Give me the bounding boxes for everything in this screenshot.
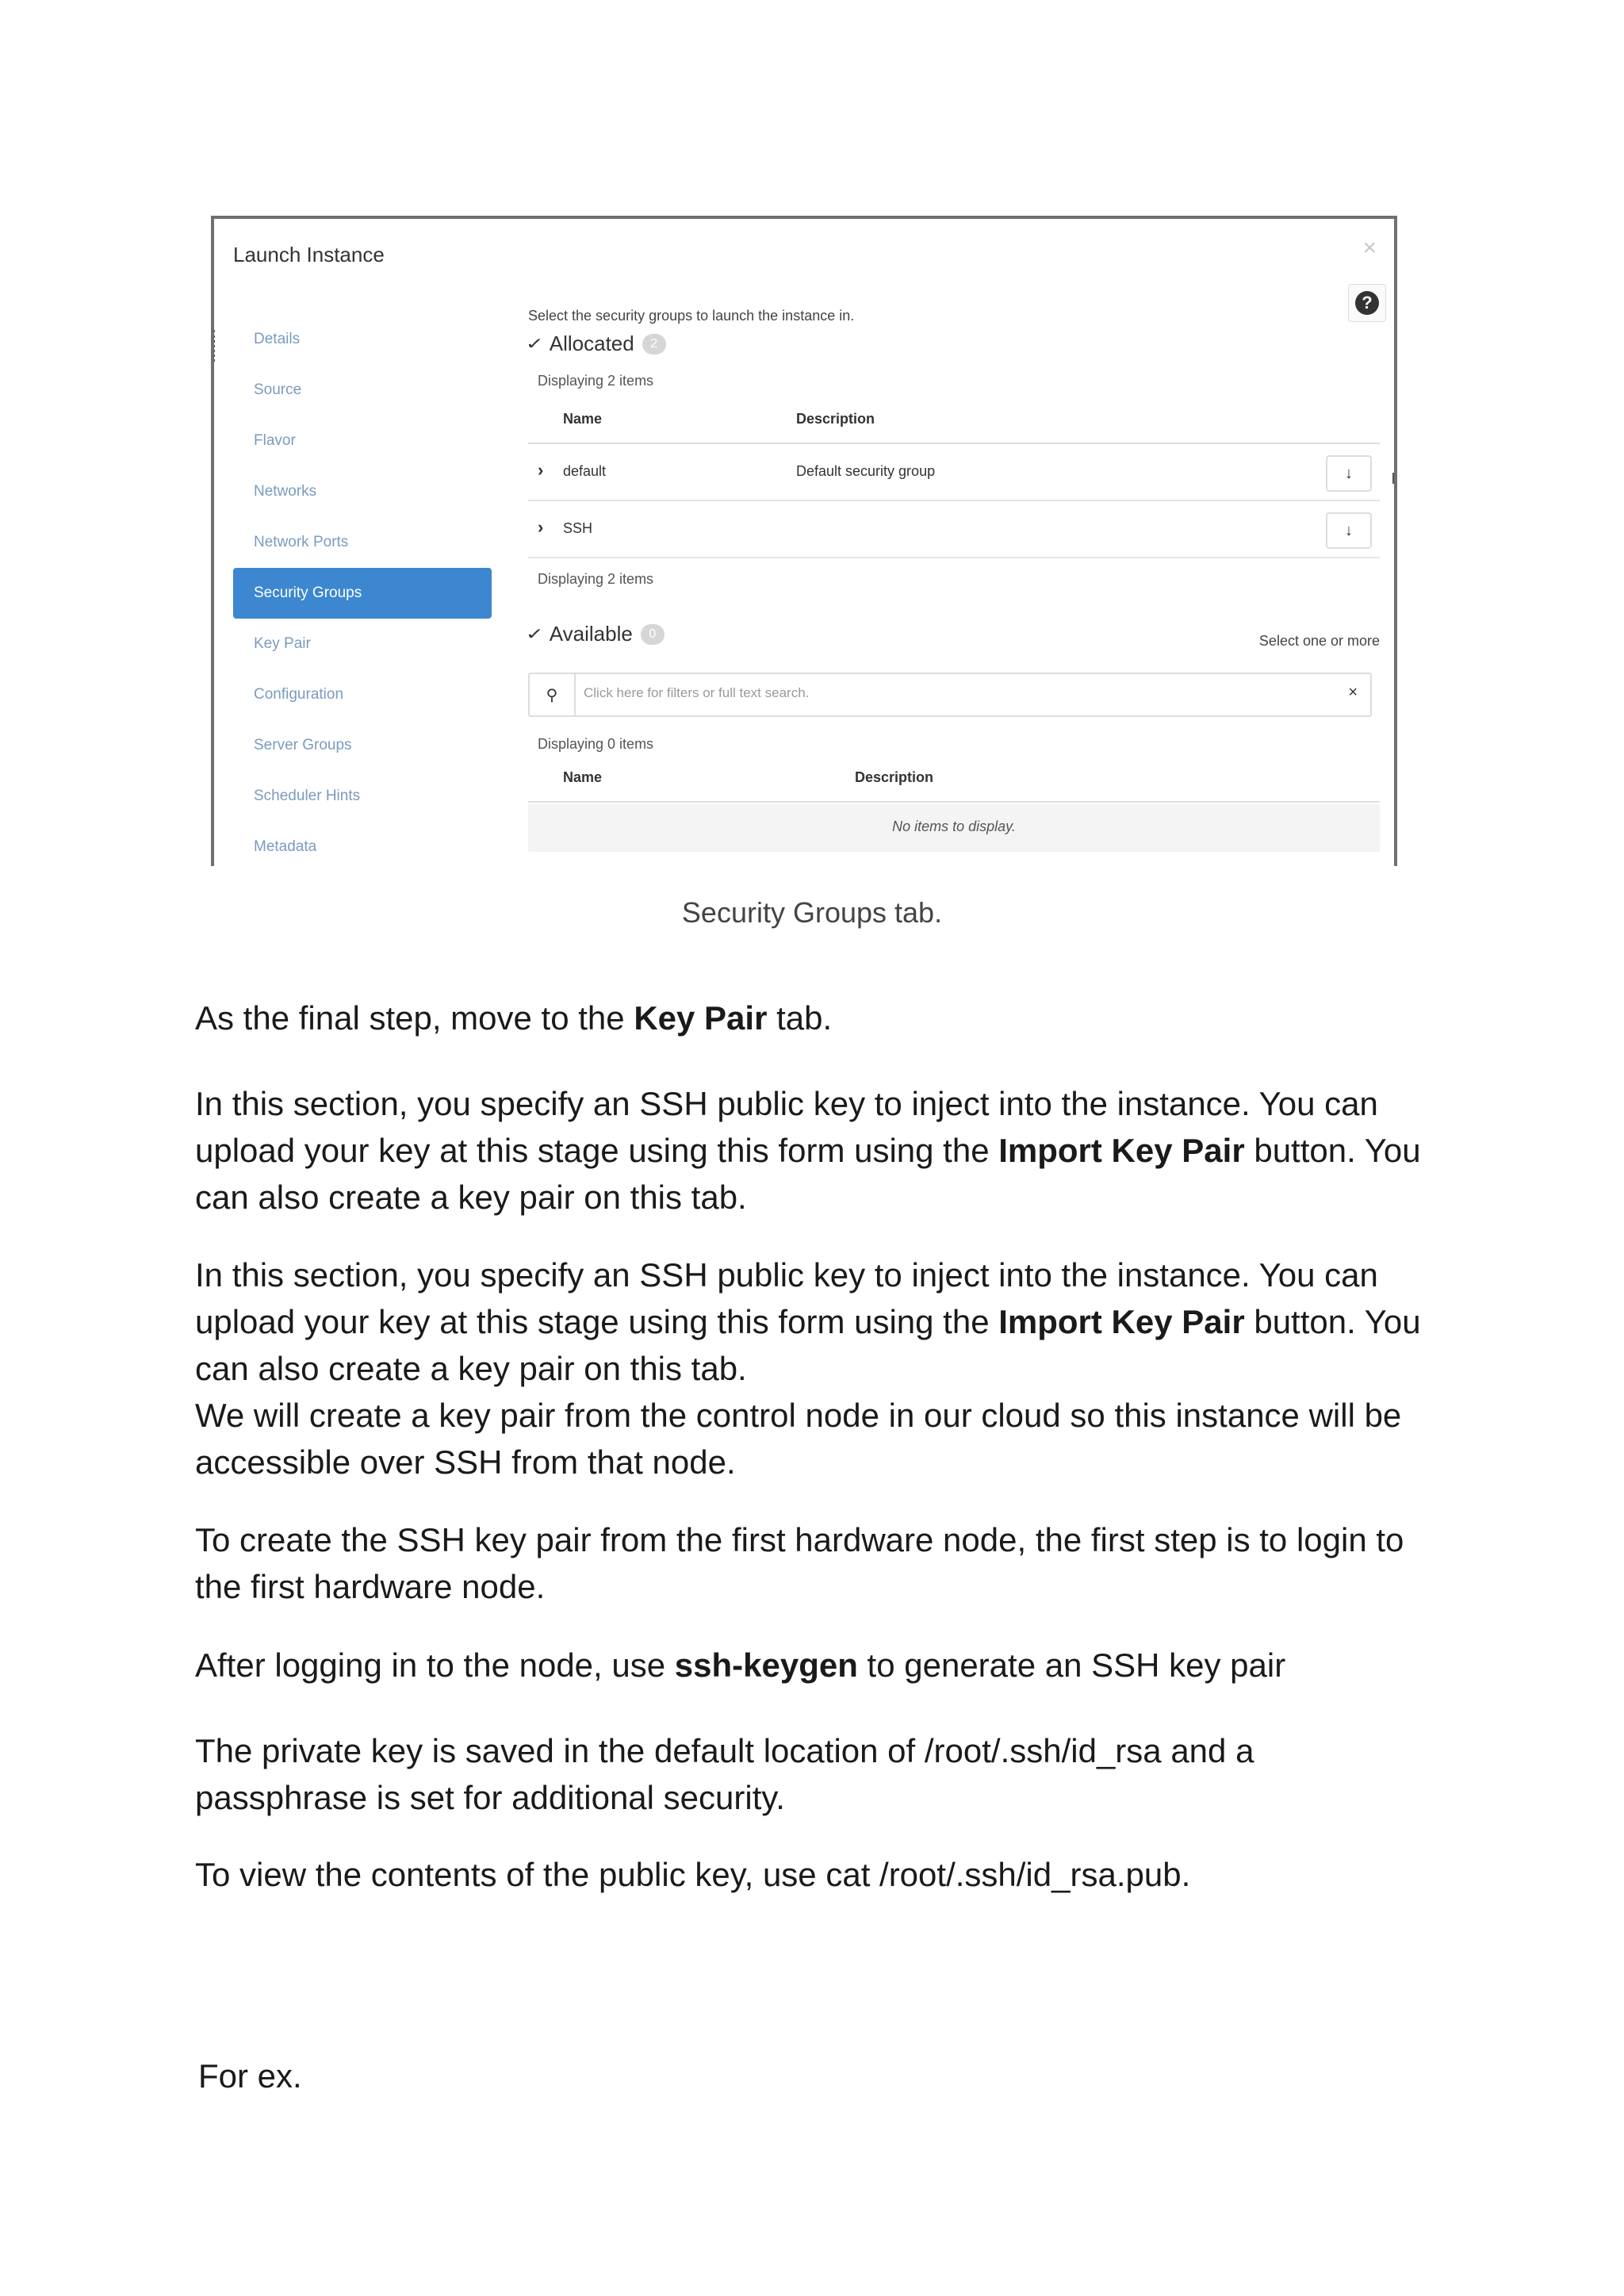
deallocate-button[interactable] [1326, 455, 1372, 492]
allocated-displaying-count: Displaying 2 items [538, 373, 654, 389]
col-name: Name [563, 411, 603, 427]
available-header[interactable] [525, 622, 665, 646]
nav-item-source[interactable]: Source [254, 381, 302, 398]
dialog-title: Launch Instance [233, 243, 385, 266]
paragraph-5 [195, 1642, 1432, 1688]
nav-item-security-groups[interactable]: Security Groups [233, 568, 492, 619]
text: to generate an SSH key pair [857, 1646, 1286, 1684]
paragraph-8: For ex. [198, 2057, 302, 2095]
allocated-table-header [528, 403, 1380, 444]
nav-item-metadata[interactable]: Metadata [254, 838, 317, 855]
text: We will create a key pair from the control node in our cloud so this instance will be accessible over SSH from that node. [195, 1397, 1402, 1481]
nav-item-networks[interactable]: Networks [254, 483, 317, 500]
expand-icon[interactable]: › [538, 517, 544, 537]
dialog-edge-mark [1392, 473, 1396, 484]
row-name: default [563, 463, 607, 479]
text: button. You can also create a key pair on this tab. [195, 1132, 1421, 1216]
col-description: Description [796, 411, 875, 427]
text: After logging in to the node, use [195, 1646, 675, 1684]
chevron-down-icon: ✓ [525, 335, 545, 353]
bold-text: Import Key Pair [998, 1303, 1245, 1340]
wizard-nav [233, 314, 492, 866]
paragraph-3 [195, 1251, 1432, 1485]
search-icon: ⚲ [530, 674, 576, 715]
allocated-header[interactable] [525, 332, 666, 356]
deallocate-button[interactable] [1326, 512, 1372, 549]
text: In this section, you specify an SSH public key to inject into the instance. You can upload your key at this stage using this form using the [195, 1085, 1378, 1169]
available-label: Available [549, 622, 633, 646]
table-row [528, 444, 1380, 501]
launch-instance-screenshot [211, 216, 1397, 866]
paragraph-1 [195, 995, 1432, 1041]
text: button. You can also create a key pair on this tab. [195, 1303, 1421, 1387]
allocated-count-badge: 2 [642, 334, 666, 355]
dialog-edge-mark [213, 330, 218, 362]
row-name: SSH [563, 520, 593, 536]
nav-item-server-groups[interactable]: Server Groups [254, 737, 352, 753]
figure-caption: Security Groups tab. [681, 896, 943, 929]
chevron-down-icon: ✓ [525, 626, 545, 643]
col-description: Description [855, 769, 934, 785]
search-input[interactable] [528, 673, 1372, 717]
available-table-header [528, 761, 1380, 803]
nav-item-details[interactable]: Details [254, 331, 301, 347]
row-description: Default security group [796, 463, 936, 479]
paragraph-4: To create the SSH key pair from the first hardware node, the first step is to login to the first hardware node. [195, 1521, 1404, 1605]
search-placeholder: Click here for filters or full text search. [584, 685, 810, 700]
paragraph-2 [195, 1080, 1432, 1221]
arrow-down-icon: ↓ [1345, 521, 1353, 539]
nav-item-key-pair[interactable]: Key Pair [254, 635, 311, 652]
panel-intro: Select the security groups to launch the instance in. [528, 308, 855, 324]
allocated-displaying-count-bottom: Displaying 2 items [538, 571, 654, 587]
nav-item-network-ports[interactable]: Network Ports [254, 534, 349, 550]
bold-text: ssh-keygen [674, 1646, 858, 1684]
clear-icon[interactable]: × [1348, 684, 1358, 701]
text: tab. [767, 999, 833, 1037]
text: In this section, you specify an SSH public key to inject into the instance. You can upload your key at this stage using this form using the [195, 1256, 1378, 1340]
bold-text: Import Key Pair [998, 1132, 1245, 1169]
nav-item-scheduler-hints[interactable]: Scheduler Hints [254, 788, 361, 804]
col-name: Name [563, 769, 603, 785]
text: As the final step, move to the [195, 999, 634, 1037]
paragraph-6: The private key is saved in the default location of /root/.ssh/id_rsa and a passphrase is set for additional security. [195, 1732, 1254, 1816]
select-hint: Select one or more [1258, 633, 1380, 649]
nav-item-configuration[interactable]: Configuration [254, 686, 344, 703]
available-count-badge: 0 [641, 624, 665, 645]
nav-item-flavor[interactable]: Flavor [254, 432, 296, 449]
empty-table-row [528, 804, 1380, 852]
table-row [528, 501, 1380, 558]
bold-text: Key Pair [634, 999, 768, 1037]
close-icon[interactable]: × [1362, 235, 1377, 261]
empty-text: No items to display. [892, 818, 1016, 834]
arrow-down-icon: ↓ [1345, 464, 1353, 482]
allocated-label: Allocated [549, 332, 634, 355]
help-icon: ? [1355, 291, 1379, 315]
help-button[interactable] [1348, 284, 1386, 322]
paragraph-7: To view the contents of the public key, use cat /root/.ssh/id_rsa.pub. [195, 1856, 1191, 1893]
available-displaying-count: Displaying 0 items [538, 736, 654, 752]
expand-icon[interactable]: › [538, 460, 544, 480]
